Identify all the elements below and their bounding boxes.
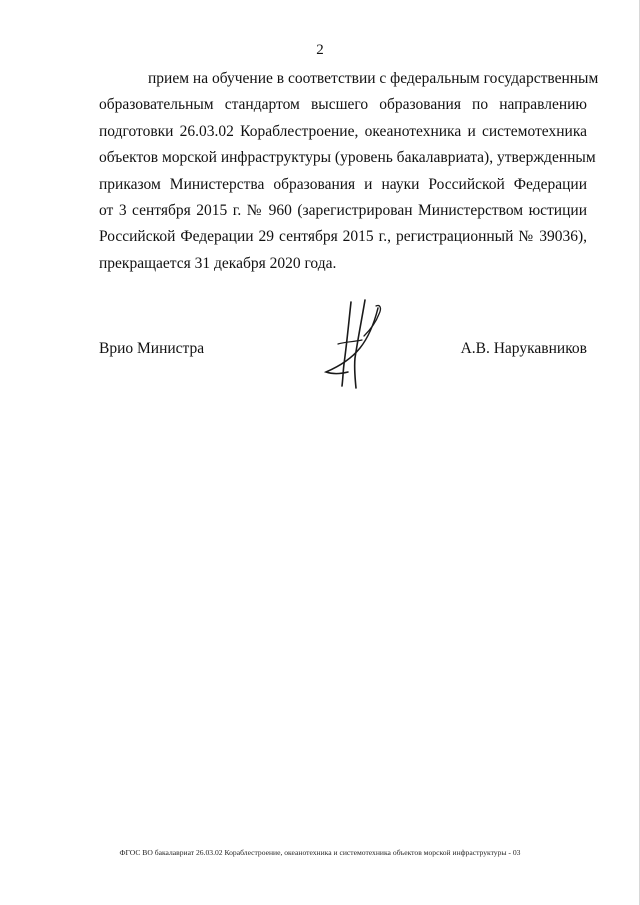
- paragraph-line: объектов морской инфраструктуры (уровень бакалавриата), утвержденным: [99, 149, 596, 167]
- paragraph-line: образовательным стандартом высшего образования по направлению: [99, 96, 587, 114]
- paragraph-line: прием на обучение в соответствии с федеральным государственным: [148, 70, 599, 87]
- paragraph-line: от 3 сентября 2015 г. № 960 (зарегистрирован Министерством юстиции: [99, 202, 587, 220]
- paragraph: [99, 66, 599, 277]
- handwritten-signature-icon: [318, 298, 390, 390]
- page-number: 2: [316, 42, 324, 58]
- signer-name: А.В. Нарукавников: [460, 340, 587, 357]
- paragraph-line: приказом Министерства образования и науки Российской Федерации: [99, 175, 587, 193]
- page-footer: ФГОС ВО бакалавриат 26.03.02 Кораблестроение, океанотехника и системотехника объектов морской инфраструктуры - 03: [119, 848, 521, 857]
- signer-title: Врио Министра: [99, 340, 205, 357]
- paragraph-line: прекращается 31 декабря 2020 года.: [99, 254, 337, 272]
- paragraph-line: Российской Федерации 29 сентября 2015 г., регистрационный № 39036),: [99, 228, 587, 246]
- paragraph-line: подготовки 26.03.02 Кораблестроение, океанотехника и системотехника: [99, 122, 587, 140]
